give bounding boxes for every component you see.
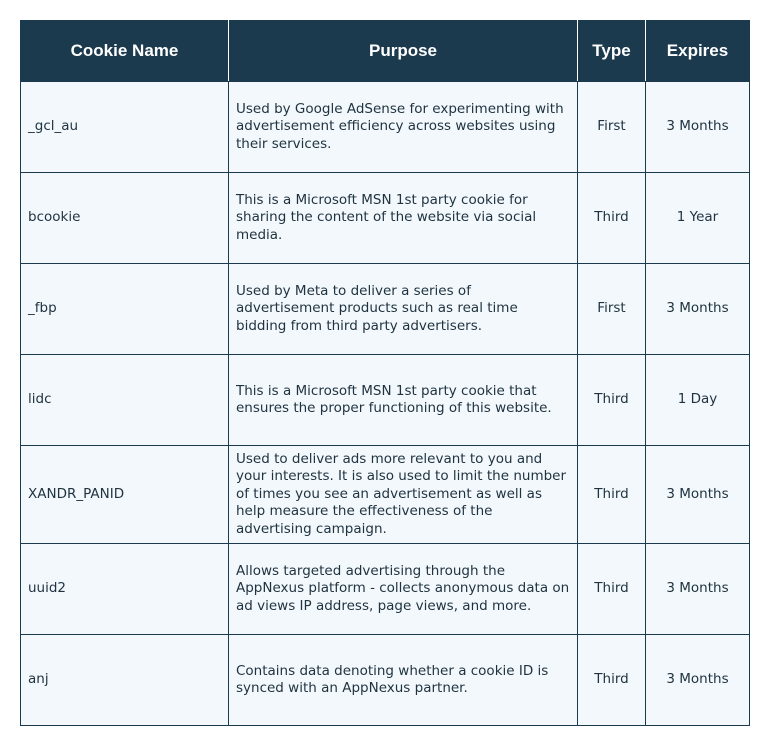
cookie-expires-cell: 3 Months (646, 544, 750, 635)
cookie-name-cell: _gcl_au (21, 82, 229, 173)
cookie-purpose-cell: Contains data denoting whether a cookie ID is synced with an AppNexus partner. (229, 635, 578, 726)
cookie-type-cell: First (578, 264, 646, 355)
cookie-table (20, 20, 750, 726)
cookie-purpose-cell: Used by Google AdSense for experimenting with advertisement efficiency across websites using their services. (229, 82, 578, 173)
cookie-name-cell: uuid2 (21, 544, 229, 635)
header-row (21, 21, 750, 82)
header-purpose: Purpose (229, 21, 578, 82)
cookie-type-cell: Third (578, 446, 646, 544)
cookie-type-cell: Third (578, 544, 646, 635)
table-row (21, 635, 750, 726)
table-row (21, 544, 750, 635)
cookie-expires-cell: 1 Day (646, 355, 750, 446)
cookie-expires-cell: 1 Year (646, 173, 750, 264)
cookie-name-cell: lidc (21, 355, 229, 446)
table-row (21, 446, 750, 544)
cookie-expires-cell: 3 Months (646, 264, 750, 355)
cookie-purpose-cell: This is a Microsoft MSN 1st party cookie for sharing the content of the website via social media. (229, 173, 578, 264)
cookie-purpose-cell: This is a Microsoft MSN 1st party cookie that ensures the proper functioning of this website. (229, 355, 578, 446)
cookie-purpose-cell: Allows targeted advertising through the AppNexus platform - collects anonymous data on ad views IP address, page views, and more. (229, 544, 578, 635)
table-row (21, 355, 750, 446)
cookie-type-cell: Third (578, 355, 646, 446)
cookie-name-cell: bcookie (21, 173, 229, 264)
cookie-expires-cell: 3 Months (646, 446, 750, 544)
cookie-expires-cell: 3 Months (646, 82, 750, 173)
cookie-name-cell: XANDR_PANID (21, 446, 229, 544)
table-row (21, 264, 750, 355)
table-row (21, 82, 750, 173)
cookie-expires-cell: 3 Months (646, 635, 750, 726)
table-header (21, 21, 750, 82)
cookie-name-cell: _fbp (21, 264, 229, 355)
table-body (21, 82, 750, 726)
cookie-type-cell: First (578, 82, 646, 173)
cookie-type-cell: Third (578, 635, 646, 726)
cookie-type-cell: Third (578, 173, 646, 264)
cookie-purpose-cell: Used to deliver ads more relevant to you and your interests. It is also used to limit the number of times you see an advertisement as well as help measure the effectiveness of the advertising campaign. (229, 446, 578, 544)
header-type: Type (578, 21, 646, 82)
cookie-purpose-cell: Used by Meta to deliver a series of advertisement products such as real time bidding from third party advertisers. (229, 264, 578, 355)
header-expires: Expires (646, 21, 750, 82)
header-cookie-name: Cookie Name (21, 21, 229, 82)
table-row (21, 173, 750, 264)
cookie-name-cell: anj (21, 635, 229, 726)
